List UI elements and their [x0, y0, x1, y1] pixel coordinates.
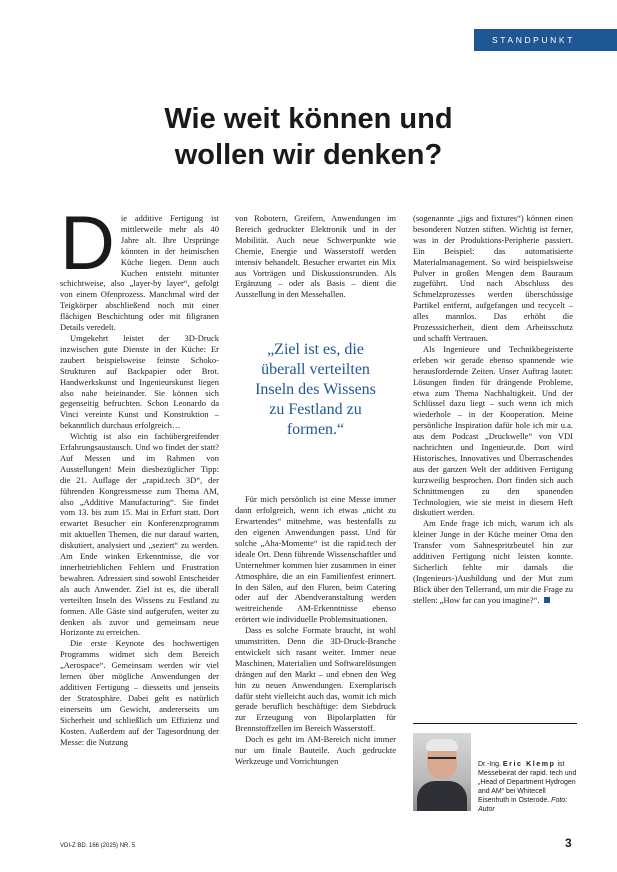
article-column-3: [413, 213, 573, 606]
paragraph: Dass es solche Formate braucht, ist wohl unumstritten. Denn die 3D-Druck-Branche entwickelt sich rasant weiter. Immer neue Maschinen, Materialien und Softwarelösungen drängen auf den Markt – und ebnen den Weg hin zu neuen Anwendungen. Exemplarisch dafür steht vielleicht auch das, womit ich mich gerade beruflich beschäftige: dem Siebdruck zur Erzeugung von Bipolarplatten für Brennstoffzellen im Bereich Wasserstoff.: [235, 625, 396, 734]
author-divider: [413, 723, 577, 724]
paragraph-text: Am Ende frage ich mich, warum ich als kleiner Junge in der Küche meiner Oma den Transfer vom Sahnespritzbeutel hin zur additiven Fertigung nicht leisten konnte. Sicherlich fehlte mir damals die (Ingenieurs-)Ausbildung und der Mut zum Blick über den Tellerrand, um mir die Frage zu stellen: „How far can you imagine?“.: [413, 518, 573, 605]
paragraph: Als Ingenieure und Technikbegeisterte erleben wir gerade ebenso spannende wie herausfordernde Zeiten. Unser Auftrag lautet: Lösungen finden für drängende Probleme, etwa zum Thema Nachhaltigkeit. Und der Schlüssel dazu liegt – such wenn ich mich wiederhole – in der Kooperation. Meine persönliche Inspiration dafür hole ich mir u.a. aus dem Podcast „Druckwelle“ von VDI nachrichten und Ingenieur.de. Dort wird Historisches, Innovatives und Überraschendes aus der ganzen Welt der additiven Fertigung kurzweilig besprochen. Dort finden sich auch Schnittmengen zu den spanenden Technologien, wie sie meist in diesem Heft diskutiert werden.: [413, 343, 573, 518]
page-number: 3: [565, 836, 572, 850]
paragraph: [413, 518, 573, 605]
section-tag: STANDPUNKT: [474, 29, 617, 51]
author-photo: [413, 733, 471, 811]
end-mark-icon: [544, 597, 550, 603]
photo-credit: Foto: Autor: [478, 797, 568, 813]
paragraph: ie additive Fertigung ist mittlerweile mehr als 40 Jahre alt. Ihre Ursprünge könnten in der heimischen Küche liegen. Denn auch Kuchen entsteht mitunter schichtweise, also „layer-by layer“, gefolgt von einem Ofenprozess. Manchmal wird der Teigkörper abschließend noch mit einer flächigen Beschichtung oder mit filigranen Details veredelt.: [60, 213, 219, 333]
headline: [0, 101, 617, 173]
author-title: Dr.-Ing.: [478, 761, 501, 768]
paragraph: Wichtig ist also ein fachübergreifender Erfahrungsaustausch. Und wo findet der statt? Auf Messen und im Rahmen von Ausstellungen! Mein diesbezüglicher Tipp: die 21. Auflage der „rapid.tech 3D“, der führenden Kongressmesse zum Thema AM, also „Additive Manufacturing“. Sie findet vom 13. bis zum 15. Mai in Erfurt statt. Dort erwartet Besucher ein Konferenzprogramm mit aktuellen Themen, die nur darauf warten, diskutiert, analysiert und „seziert“ zu werden. Am Ende winken Erkenntnisse, die vor innerbetrieblichen Fehlern und Frustration bewahren. Adressiert sind sowohl Entscheider als auch Anwender. Ziel ist es, die überall verteilten Inseln des Wissens zu Festland zu formen. Alle Gäste sind aufgerufen, weiter zu denken als zuvor und gemeinsam neue Horizonte zu erreichen.: [60, 431, 219, 638]
photo-hair-shape: [426, 739, 458, 751]
paragraph: Doch es geht im AM-Bereich nicht immer nur um finale Bauteile. Auch gedruckte Werkzeuge und Vorrichtungen: [235, 734, 396, 766]
article-column-1: [60, 201, 219, 747]
pull-quote: „Ziel ist es, die überall verteilten Inseln des Wissens zu Festland zu formen.“: [255, 341, 376, 439]
paragraph: Für mich persönlich ist eine Messe immer dann erfolgreich, wenn ich etwas „nicht zu Erwartendes“ mitnehme, was bestenfalls zu den eigenen Anwendungen passt. Und für solche „Aha-Momente“ ist die rapid.tech der ideale Ort. Denn führende Wissenschaftler und Unternehmer kommen hier zusammen in einer Atmosphäre, die an ein Familienfest erinnert. In den Sälen, auf den Fluren, beim Catering oder auf der Abendveranstaltung werden weitreichende AM-Erkenntnisse ebenso erörtert wie individuelle Problemsituationen.: [235, 494, 396, 625]
article-column-2: [235, 213, 396, 767]
paragraph: Die erste Keynote des hochwertigen Programms widmet sich dem Bereich „Aerospace“. Gemeinsam werden wir viel lernen über mögliche Anwendungen der additiven Fertigung – diesseits und jenseits der Stratosphäre. Dabei geht es natürlich einerseits um Gewicht, andererseits um Sicherheit und schließlich um Effizienz und Kosten. Außerdem auf der Tagesordnung der Messe: die Nutzung: [60, 638, 219, 747]
photo-glasses-shape: [428, 757, 456, 762]
author-name: Eric Klemp: [502, 761, 556, 768]
headline-line-2: wollen wir denken?: [174, 139, 443, 171]
paragraph: (sogenannte „jigs and fixtures“) können einen besonderen Nutzen stiften. Wichtig ist ferner, was in der Produktions-Peripherie passiert. Ein Beispiel: das automatisierte Materialmanagement. So wird beispielsweise Pulver in großen Mengen dem Bauraum zugeführt. Und nach Abschluss des Schmelzprozesses werden überschüssige Partikel entfernt, aufgefangen und recycelt – alles mannlos. Das erhöht die Prozesssicherheit, dient dem Arbeitsschutz und schafft Vertrauen.: [413, 213, 573, 343]
paragraph: Umgekehrt leistet der 3D-Druck inzwischen gute Dienste in der Küche: Er zaubert beispielsweise feinste Schoko-Strukturen auf Backpapier oder Brot. Handwerkskunst und Ingenieurskunst liegen also nahe beieinander. Sie können sich gegenseitig befruchten. Schon Leonardo da Vinci vereinte Kunst und Konstruktion – bekanntlich durchaus erfolgreich…: [60, 332, 219, 431]
journal-reference: VDI-Z BD. 166 (2025) NR. 5: [60, 843, 136, 849]
author-description: ist Messebeirat der rapid. tech und „Head of Department Hydrogen and AM“ bei Whitecell Eisenhuth in Osterode.: [478, 761, 577, 804]
photo-body-shape: [417, 781, 467, 811]
drop-cap: D: [60, 201, 115, 286]
headline-line-1: Wie weit können und: [164, 103, 453, 135]
author-caption: [478, 760, 578, 814]
paragraph: von Robotern, Greifern, Anwendungen im Bereich gedruckter Elektronik und in der Mobilität. Auch neue Schwerpunkte wie Chemie, Energie und Wasserstoff werden intensiv behandelt. Besucher erwartet ein Mix aus Vorträgen und Diskussionsrunden. Als Ergänzung – oder als Basis – dient die Ausstellung in den Messehallen.: [235, 213, 396, 300]
